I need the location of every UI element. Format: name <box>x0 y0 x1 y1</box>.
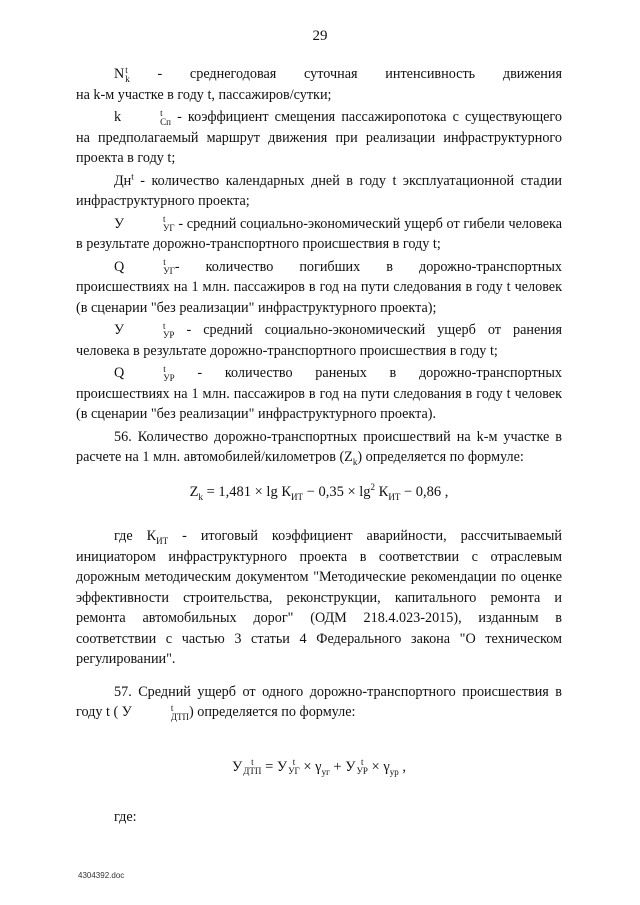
definition-u-ug: У t УГ - средний социально-экономический ущерб от гибели человека в результате дорожно-транспортного происшествия в году t; <box>76 214 562 252</box>
where-kit: где $К_{ИТ}$ - итоговый коэффициент аварийности, рассчитываемый инициатором инфраструктурного проекта в соответствии с отраслевым дорожным методическим документом "Методические рекомендации по оценке эффективности строительства, реконструкции, капитального ремонта и ремонта автомобильных дорог" (ОДМ 218.4.023-2015), изданным в соответствии с частью 3 статьи 4 Федерального закона "О техническом регулировании". <box>76 528 562 667</box>
definition-q-ug: Q t УГ - количество погибших в дорожно-транспортных происшествиях на 1 млн. пассажиров в год на пути следования в году t человек (в сценарии "без реализации" инфраструктурного проекта); <box>76 257 562 316</box>
definition-dn: $Дн^t$ - количество календарных дней в году t эксплуатационной стадии инфраструктурного проекта; <box>76 170 562 209</box>
symbol-u-ur: У t УР <box>114 320 175 340</box>
paragraph-57: 57. Средний ущерб от одного дорожно-транспортного происшествия в году t ( У t ДТП ) определяется по формуле: <box>76 683 562 722</box>
word: суточная <box>304 66 358 82</box>
word: интенсивность <box>385 66 476 82</box>
formula-zk: $Z_k = 1,481 \times \lg К_{ИТ} - 0,35 \times \lg^2 К_{ИТ} - 0,86$ , <box>189 481 449 502</box>
symbol-n-k: N t k <box>114 64 130 84</box>
symbol-q-ug: Q t УГ <box>114 257 175 277</box>
symbol-k-sp: k t Сп <box>114 107 171 127</box>
document-body <box>76 64 562 830</box>
dash: - <box>157 66 163 82</box>
word: среднегодовая <box>189 66 277 82</box>
page-number: 29 <box>312 28 328 44</box>
definition-u-ur: У t УР - средний социально-экономический ущерб от ранения человека в результате дорожно-транспортного происшествия в году t; <box>76 320 562 359</box>
formula-u-dtp: У t ДТП = У t УГ × $\gamma_{уг} + У$ t УР × $\gamma_{ур}$ , <box>232 757 406 777</box>
definition-n-k <box>76 64 562 105</box>
definition-n-k-rest: на k-м участке в году t, пассажиров/сутки; <box>76 86 332 103</box>
where-label: где: <box>114 809 137 825</box>
paragraph-56: 56. Количество дорожно-транспортных происшествий на k-м участке в расчете на 1 млн. автомобилей/километров $(Z_k)$ определяется по формуле: <box>76 428 562 467</box>
definition-k-sp: k t Сп - коэффициент смещения пассажиропотока с существующего на предполагаемый маршрут движения при реализации инфраструктурного проекта в году t; <box>76 107 562 166</box>
definition-q-ur: Q t УР - количество раненых в дорожно-транспортных происшествиях на 1 млн. пассажиров в год на пути следования в году t человек (в сценарии "без реализации" инфраструктурного проекта). <box>76 363 562 422</box>
footer-filename: 4304392.doc <box>78 871 125 880</box>
symbol-q-ur: Q t УР <box>114 363 175 383</box>
definition-n-k-first-line <box>76 64 562 85</box>
word: движения <box>502 66 562 82</box>
symbol-u-ug: У t УГ <box>114 214 175 234</box>
symbol-dn: $Дн^t$ <box>114 170 134 189</box>
